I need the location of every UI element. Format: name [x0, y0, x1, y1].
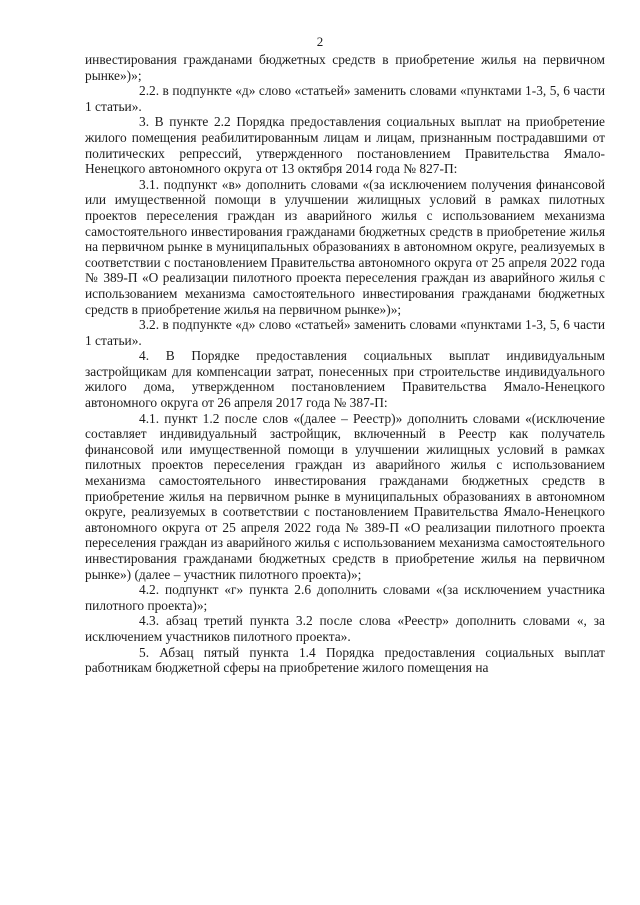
document-body [85, 52, 605, 676]
paragraph-3-2: 3.2. в подпункте «д» слово «статьей» заменить словами «пунктами 1-3, 5, 6 части 1 статьи». [85, 317, 605, 348]
paragraph-4-2: 4.2. подпункт «г» пункта 2.6 дополнить словами «(за исключением участника пилотного проекта)»; [85, 582, 605, 613]
paragraph-3-1: 3.1. подпункт «в» дополнить словами «(за исключением получения финансовой или имущественной помощи в улучшении жилищных условий в рамках пилотных проектов переселения граждан из аварийного жилья с использованием механизма самостоятельного инвестирования гражданами бюджетных средств в приобретение жилья на первичном рынке в муниципальных образованиях в автономном округе, реализуемых в соответствии с постановлением Правительства автономного округа от 25 апреля 2022 года № 389-П «О реализации пилотного проекта переселения граждан из аварийного жилья с использованием механизма самостоятельного инвестирования гражданами бюджетных средств в приобретение жилья на первичном рынке»)»; [85, 176, 605, 317]
page-number: 2 [316, 34, 324, 49]
paragraph-continuation: инвестирования гражданами бюджетных средств в приобретение жилья на первичном рынке»)»; [85, 52, 605, 83]
paragraph-4-1: 4.1. пункт 1.2 после слов «(далее – Реестр)» дополнить словами «(исключение составляет индивидуальный застройщик, включенный в Реестр как получатель финансовой или имущественной помощи в улучшении жилищных условий в рамках пилотных проектов переселения граждан из аварийного жилья с использованием механизма самостоятельного инвестирования гражданами бюджетных средств в приобретение жилья на первичном рынке в муниципальных образованиях в автономном округе, реализуемых в соответствии с постановлением Правительства Ямало-Ненецкого автономного округа от 25 апреля 2022 года № 389-П «О реализации пилотного проекта переселения граждан из аварийного жилья с использованием механизма самостоятельного инвестирования гражданами бюджетных средств в приобретение жилья на первичном рынке») (далее – участник пилотного проекта)»; [85, 410, 605, 582]
paragraph-3: 3. В пункте 2.2 Порядка предоставления социальных выплат на приобретение жилого помещения реабилитированным лицам и лицам, признанным пострадавшими от политических репрессий, утвержденного постановлением Правительства Ямало-Ненецкого автономного округа от 13 октября 2014 года № 827-П: [85, 114, 605, 177]
paragraph-5: 5. Абзац пятый пункта 1.4 Порядка предоставления социальных выплат работникам бюджетной сферы на приобретение жилого помещения на [85, 644, 605, 676]
paragraph-4: 4. В Порядке предоставления социальных выплат индивидуальным застройщикам для компенсации затрат, понесенных при строительстве индивидуального жилого дома, утвержденном постановлением Правительства Ямало-Ненецкого автономного округа от 26 апреля 2017 года № 387-П: [85, 348, 605, 411]
paragraph-4-3: 4.3. абзац третий пункта 3.2 после слова «Реестр» дополнить словами «, за исключением участников пилотного проекта». [85, 613, 605, 644]
paragraph-2-2: 2.2. в подпункте «д» слово «статьей» заменить словами «пунктами 1-3, 5, 6 части 1 статьи». [85, 83, 605, 114]
